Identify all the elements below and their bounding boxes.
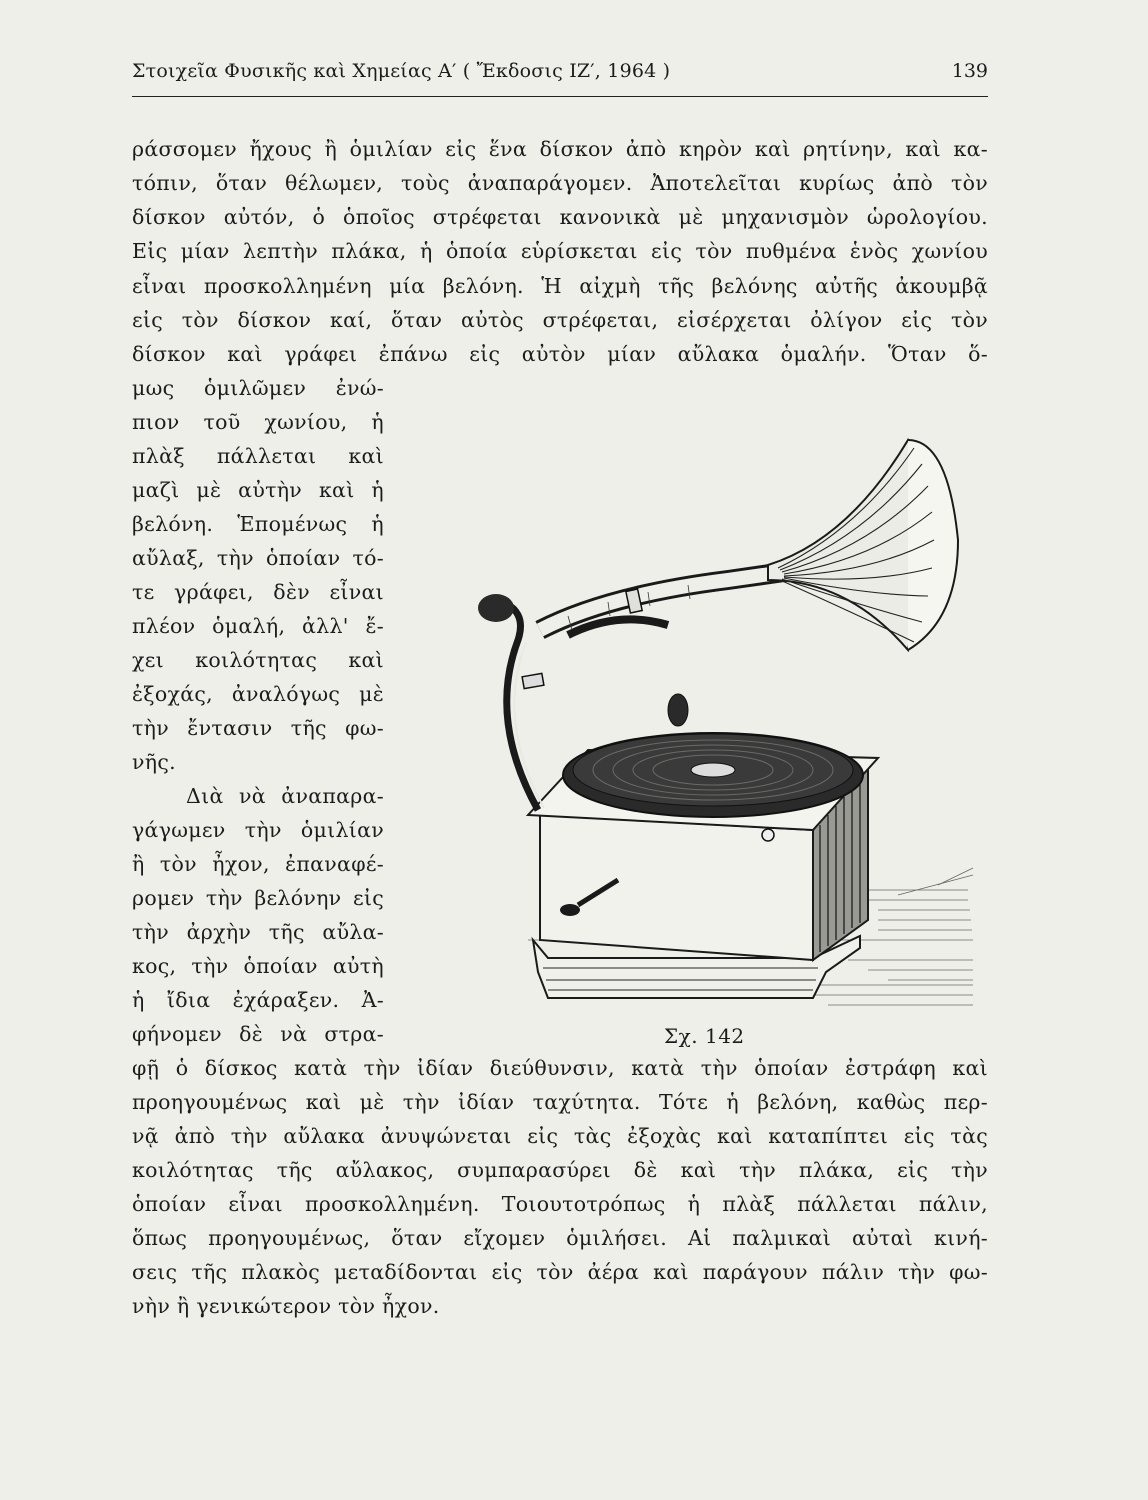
body-line: φῇ ὁ δίσκος κατὰ τὴν ἰδίαν διεύθυνσιν, κατὰ τὴν ὁποίαν ἐστράφη καὶ (132, 1056, 988, 1080)
body-line: Εἰς μίαν λεπτὴν πλάκα, ἡ ὁποία εὑρίσκεται εἰς τὸν πυθμένα ἑνὸς χωνίου (132, 239, 988, 263)
narrow-line: βελόνη. Ἑπομένως ἡ (132, 512, 384, 536)
narrow-line: ἐξοχάς, ἀναλόγως μὲ (132, 682, 384, 706)
narrow-line: πλέον ὁμαλή, ἀλλ' ἔ- (132, 614, 384, 638)
body-line: κοιλότητας τῆς αὔλακος, συμπαρασύρει δὲ καὶ τὴν πλάκα, εἰς τὴν (132, 1158, 988, 1182)
narrow-line: ἡ ἴδια ἐχάραξεν. Ἀ- (132, 988, 384, 1012)
figure-caption: Σχ. 142 (664, 1024, 745, 1048)
body-line: σεις τῆς πλακὸς μεταδίδονται εἰς τὸν ἀέρα καὶ παράγουν πάλιν τὴν φω- (132, 1260, 988, 1284)
body-line: τόπιν, ὅταν θέλωμεν, τοὺς ἀναπαράγομεν. Ἀποτελεῖται κυρίως ἀπὸ τὸν (132, 171, 988, 195)
narrow-line: τε γράφει, δὲν εἶναι (132, 580, 384, 604)
body-line: προηγουμένως καὶ μὲ τὴν ἰδίαν ταχύτητα. Τότε ἡ βελόνη, καθὼς περ- (132, 1090, 988, 1114)
narrow-line: πιον τοῦ χωνίου, ἡ (132, 410, 384, 434)
running-title: Στοιχεῖα Φυσικῆς καὶ Χημείας Α′ ( Ἔκδοσις ΙΖ′, 1964 ) (132, 60, 671, 82)
body-line: ὁποίαν εἶναι προσκολλημένη. Τοιουτοτρόπως ἡ πλὰξ πάλλεται πάλιν, (132, 1192, 988, 1216)
narrow-line: χει κοιλότητας καὶ (132, 648, 384, 672)
narrow-line: νῆς. (132, 750, 176, 774)
narrow-line: κος, τὴν ὁποίαν αὐτὴ (132, 954, 384, 978)
narrow-line: ρομεν τὴν βελόνην εἰς (132, 886, 384, 910)
body-line: νᾷ ἀπὸ τὴν αὔλακα ἀνυψώνεται εἰς τὰς ἐξοχὰς καὶ καταπίπτει εἰς τὰς (132, 1124, 988, 1148)
narrow-line: ἢ τὸν ἦχον, ἐπαναφέ- (132, 852, 384, 876)
narrow-line: μως ὁμιλῶμεν ἐνώ- (132, 376, 384, 400)
body-line: δίσκον αὐτόν, ὁ ὁποῖος στρέφεται κανονικὰ μὲ μηχανισμὸν ὡρολογίου. (132, 205, 988, 229)
narrow-line: γάγωμεν τὴν ὁμιλίαν (132, 818, 384, 842)
body-line: ὅπως προηγουμένως, ὅταν εἴχομεν ὁμιλήσει. Αἱ παλμικαὶ αὐταὶ κινή- (132, 1226, 988, 1250)
narrow-line: αὔλαξ, τὴν ὁποίαν τό- (132, 546, 384, 570)
gramophone-illustration (468, 420, 988, 1020)
page-number: 139 (951, 60, 988, 82)
page-header (132, 56, 988, 97)
narrow-line: μαζὶ μὲ αὐτὴν καὶ ἡ (132, 478, 384, 502)
narrow-line: τὴν ἔντασιν τῆς φω- (132, 716, 384, 740)
body-line: ράσσομεν ἤχους ἢ ὁμιλίαν εἰς ἕνα δίσκον ἀπὸ κηρὸν καὶ ρητίνην, καὶ κα- (132, 137, 988, 161)
narrow-line: τὴν ἀρχὴν τῆς αὔλα- (132, 920, 384, 944)
body-line: νὴν ἢ γενικώτερον τὸν ἦχον. (132, 1294, 440, 1318)
body-line: εἰς τὸν δίσκον καί, ὅταν αὐτὸς στρέφεται, εἰσέρχεται ὀλίγον εἰς τὸν (132, 308, 988, 332)
narrow-line: πλὰξ πάλλεται καὶ (132, 444, 384, 468)
narrow-line: Διὰ νὰ ἀναπαρα- (186, 784, 384, 808)
body-line: δίσκον καὶ γράφει ἐπάνω εἰς αὐτὸν μίαν αὔλακα ὁμαλήν. Ὅταν ὅ- (132, 342, 988, 366)
narrow-line: φήνομεν δὲ νὰ στρα- (132, 1022, 384, 1046)
body-line: εἶναι προσκολλημένη μία βελόνη. Ἡ αἰχμὴ τῆς βελόνης αὐτῆς ἀκουμβᾷ (132, 274, 988, 298)
